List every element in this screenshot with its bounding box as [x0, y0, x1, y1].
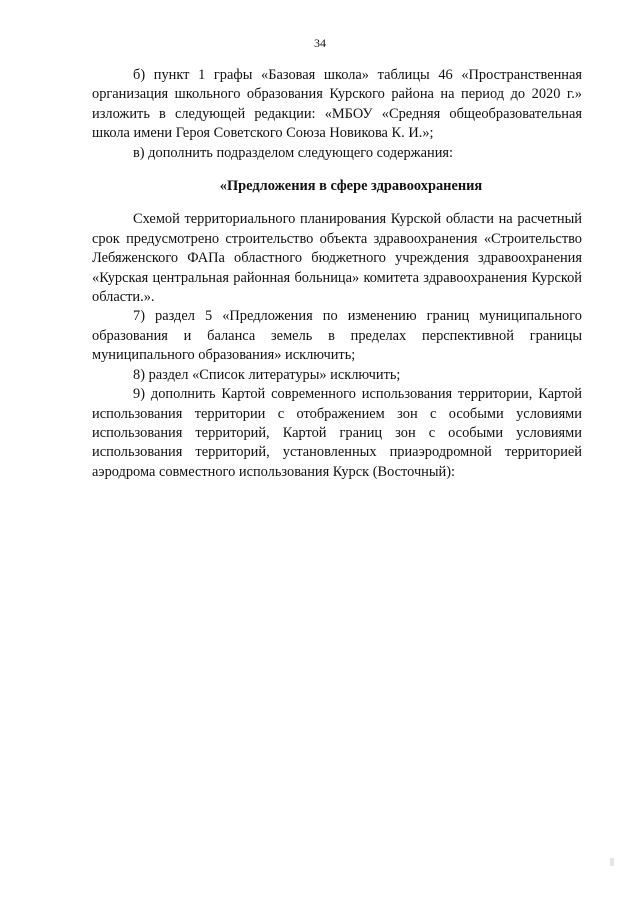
- paragraph-b: б) пункт 1 графы «Базовая школа» таблицы 46 «Пространственная организация школьного образования Курского района на период до 2020 г.» изложить в следующей редакции: «МБОУ «Средняя общеобразовательная школа имени Героя Советского Союза Новикова К. И.»;: [92, 67, 582, 142]
- section-heading: «Предложения в сфере здравоохранения: [219, 178, 483, 195]
- paragraph-7: 7) раздел 5 «Предложения по изменению границ муниципального образования и баланса земель в пределах перспективной границы муниципального образования» исключить;: [92, 308, 582, 364]
- scan-margin-mark: [610, 858, 614, 866]
- paragraph-scheme: Схемой территориального планирования Курской области на расчетный срок предусмотрено строительство объекта здравоохранения «Строительство Лебяженского ФАПа областного бюджетного учреждения здравоохранения «Курская центральная районная больница» комитета здравоохранения Курской области.».: [92, 211, 582, 306]
- page-number: 34: [314, 36, 326, 50]
- document-body: [92, 66, 582, 482]
- paragraph-v: в) дополнить подразделом следующего содержания:: [133, 144, 454, 161]
- paragraph-8: 8) раздел «Список литературы» исключить;: [133, 366, 401, 383]
- paragraph-9: 9) дополнить Картой современного использования территории, Картой использования территории с отображением зон с особыми условиями использования территорий, Картой границ зон с особыми условиями использования территорий, установленных приаэродромной территорией аэродрома совместного использования Курск (Восточный):: [92, 386, 582, 480]
